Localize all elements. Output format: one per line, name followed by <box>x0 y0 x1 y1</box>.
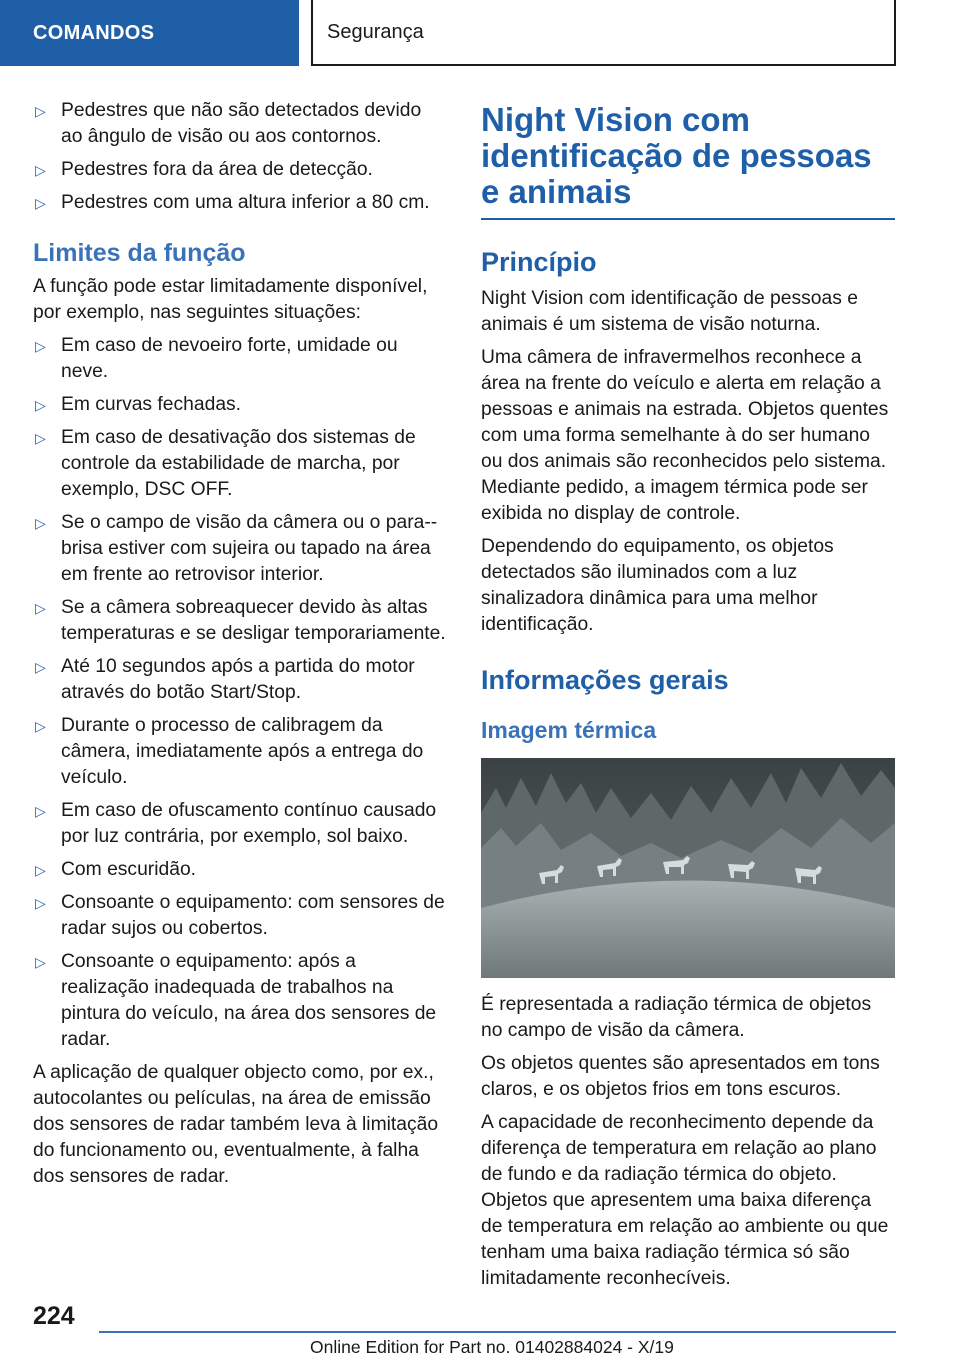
limits-intro: A função pode estar limitadamente disponível, por exemplo, nas seguintes situações: <box>33 276 428 323</box>
list-item: ▷ Pedestres que não são detectados devido ao ângulo de visão ou aos contornos. <box>35 100 422 147</box>
triangle-bullet-icon: ▷ <box>35 103 46 119</box>
triangle-bullet-icon: ▷ <box>35 430 46 446</box>
list-item: ▷ Durante o processo de calibragem da câmera, imediatamente após a entrega do veículo. <box>35 715 424 788</box>
list-item: ▷ Consoante o equipamento: após a realização inadequada de trabalhos na pintura do veículo, na área dos sensores de radar. <box>35 951 437 1050</box>
section-tab <box>0 0 299 66</box>
topic-label: Segurança <box>327 20 424 43</box>
general-info-heading: Informações gerais <box>481 665 729 695</box>
triangle-bullet-icon: ▷ <box>35 718 46 734</box>
triangle-bullet-icon: ▷ <box>35 895 46 911</box>
edition-footer: Online Edition for Part no. 01402884024 - X/19 <box>310 1337 674 1357</box>
left-column <box>33 98 447 1197</box>
paragraph: A capacidade de reconhecimento depende da diferença de temperatura em relação ao plano de fundo e da radiação térmica do objeto. Objetos que apresentem uma baixa diferença de temperatura em relação ao ambiente ou que tenham uma baixa radiação térmica só são limitadamente reconhecíveis. <box>481 1112 889 1289</box>
list-item: ▷ Em curvas fechadas. <box>33 392 447 418</box>
triangle-bullet-icon: ▷ <box>35 338 46 354</box>
list-item: ▷ Em caso de ofuscamento contínuo causado por luz contrária, por exemplo, sol baixo. <box>35 800 437 847</box>
triangle-bullet-icon: ▷ <box>35 600 46 616</box>
list-item: ▷ Se o campo de visão da câmera ou o para--brisa estiver com sujeira ou tapado na área em frente ao retrovisor interior. <box>35 512 438 585</box>
limits-heading: Limites da função <box>33 239 246 267</box>
triangle-bullet-icon: ▷ <box>35 659 46 675</box>
thermal-image-heading: Imagem térmica <box>481 717 657 743</box>
bullet-list-top <box>33 98 447 216</box>
triangle-bullet-icon: ▷ <box>35 515 46 531</box>
list-item: ▷ Pedestres fora da área de detecção. <box>33 157 447 183</box>
section-label: COMANDOS <box>33 21 155 44</box>
page-number: 224 <box>33 1302 75 1330</box>
triangle-bullet-icon: ▷ <box>35 954 46 970</box>
list-item: ▷ Com escuridão. <box>33 857 447 883</box>
paragraph: Os objetos quentes são apresentados em tons claros, e os objetos frios em tons escuros. <box>481 1053 880 1100</box>
list-item: ▷ Em caso de desativação dos sistemas de controle da estabilidade de marcha, por exemplo, DSC OFF. <box>35 427 416 500</box>
triangle-bullet-icon: ▷ <box>35 397 46 413</box>
list-item: ▷ Se a câmera sobreaquecer devido às altas temperaturas e se desligar temporariamente. <box>35 597 446 644</box>
topic-header <box>311 0 896 66</box>
triangle-bullet-icon: ▷ <box>35 862 46 878</box>
triangle-bullet-icon: ▷ <box>35 162 46 178</box>
thermal-image-illustration <box>481 758 895 978</box>
closing-paragraph: A aplicação de qualquer objecto como, por ex., autocolantes ou películas, na área de emissão dos sensores de radar também leva à limitação do funcionamento ou, eventualmente, à falha dos sensores de radar. <box>33 1062 439 1187</box>
right-column <box>481 102 895 1299</box>
paragraph: Uma câmera de infravermelhos reconhece a área na frente do veículo e alerta em relação a pessoas e animais na estrada. Objetos quentes com uma forma semelhante à do ser humano ou dos animais são reconhecidos pelo sistema. Mediante pedido, a imagem térmica pode ser exibida no display de controle. <box>481 347 889 524</box>
principle-heading: Princípio <box>481 247 597 277</box>
paragraph: Night Vision com identificação de pessoas e animais é um sistema de visão noturna. <box>481 288 858 335</box>
list-item: ▷ Em caso de nevoeiro forte, umidade ou neve. <box>35 335 398 382</box>
list-item: ▷ Pedestres com uma altura inferior a 80 cm. <box>33 190 447 216</box>
chapter-title: Night Vision com identificação de pessoas e animais <box>481 102 895 220</box>
footer-divider <box>99 1331 896 1333</box>
triangle-bullet-icon: ▷ <box>35 803 46 819</box>
paragraph: Dependendo do equipamento, os objetos detectados são iluminados com a luz sinalizadora dinâmica para uma melhor identificação. <box>481 536 834 635</box>
bullet-list-limits <box>33 333 447 1053</box>
paragraph: É representada a radiação térmica de objetos no campo de visão da câmera. <box>481 994 872 1041</box>
list-item: ▷ Consoante o equipamento: com sensores de radar sujos ou cobertos. <box>35 892 445 939</box>
triangle-bullet-icon: ▷ <box>35 195 46 211</box>
list-item: ▷ Até 10 segundos após a partida do motor através do botão Start/Stop. <box>35 656 415 703</box>
